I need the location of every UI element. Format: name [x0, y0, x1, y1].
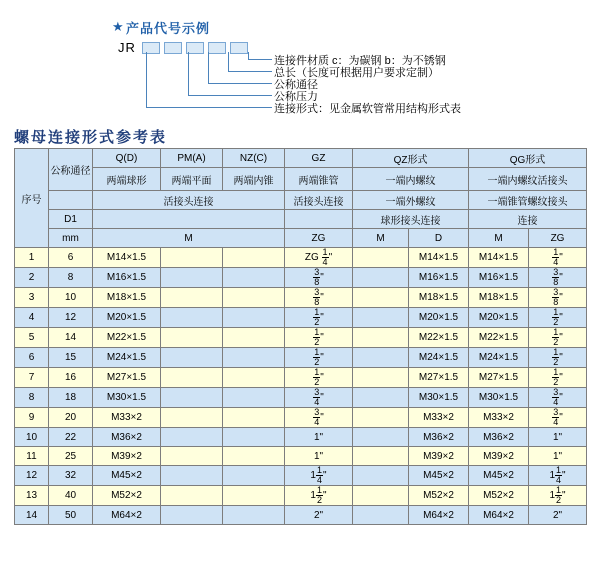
table-row: [15, 506, 587, 525]
cell-q: M30×1.5: [93, 388, 161, 408]
cell-qg-zg: 1 $\frac{1}{2}$ ": [529, 486, 587, 506]
cell-dn: 18: [49, 388, 93, 408]
cell-gz: $\frac{3}{8}$ ": [285, 288, 353, 308]
cell-nz: [223, 368, 285, 388]
cell-qg-m: M30×1.5: [469, 388, 529, 408]
cell-gz: $\frac{1}{2}$ ": [285, 368, 353, 388]
cell-nz: [223, 268, 285, 288]
cell-qz-m: [353, 348, 409, 368]
table-body: [15, 248, 587, 525]
leader-line: [146, 107, 272, 108]
cell-qg-zg: $\frac{3}{8}$ ": [529, 288, 587, 308]
cell-seq: 2: [15, 268, 49, 288]
table-row: [15, 408, 587, 428]
header-blank-gz: [285, 210, 353, 229]
cell-gz: $\frac{1}{2}$ ": [285, 328, 353, 348]
cell-q: M24×1.5: [93, 348, 161, 368]
cell-gz: $\frac{1}{2}$ ": [285, 308, 353, 328]
cell-nz: [223, 408, 285, 428]
cell-qg-zg: 1": [529, 447, 587, 466]
cell-pm: [161, 308, 223, 328]
cell-qg-zg: $\frac{1}{2}$ ": [529, 308, 587, 328]
cell-q: M39×2: [93, 447, 161, 466]
cell-q: M27×1.5: [93, 368, 161, 388]
table-row: [15, 308, 587, 328]
cell-dn: 40: [49, 486, 93, 506]
cell-qg-zg: $\frac{1}{2}$ ": [529, 328, 587, 348]
cell-qg-m: M18×1.5: [469, 288, 529, 308]
cell-seq: 6: [15, 348, 49, 368]
leader-line: [208, 83, 272, 84]
header-unit-mm: mm: [49, 229, 93, 248]
cell-seq: 12: [15, 466, 49, 486]
header-group-gz: GZ: [285, 149, 353, 168]
header-group-q: Q(D): [93, 149, 161, 168]
nut-connection-table: [14, 148, 586, 525]
cell-nz: [223, 447, 285, 466]
cell-qz-d: M52×2: [409, 486, 469, 506]
cell-qg-m: M52×2: [469, 486, 529, 506]
table-row: [15, 466, 587, 486]
diagram-note-pressure: 公称压力: [274, 91, 318, 103]
cell-qz-d: M30×1.5: [409, 388, 469, 408]
cell-pm: [161, 388, 223, 408]
cell-qz-d: M14×1.5: [409, 248, 469, 268]
cell-pm: [161, 506, 223, 525]
cell-nz: [223, 388, 285, 408]
cell-qg-m: M45×2: [469, 466, 529, 486]
cell-qg-m: M22×1.5: [469, 328, 529, 348]
cell-qz-m: [353, 408, 409, 428]
cell-seq: 10: [15, 428, 49, 447]
cell-q: M64×2: [93, 506, 161, 525]
cell-dn: 12: [49, 308, 93, 328]
cell-q: M16×1.5: [93, 268, 161, 288]
cell-qz-m: [353, 288, 409, 308]
table-row: [15, 248, 587, 268]
code-box: [142, 42, 160, 54]
cell-qg-zg: 1 $\frac{1}{4}$ ": [529, 466, 587, 486]
cell-qz-m: [353, 328, 409, 348]
header-join-qz: 一端外螺纹: [353, 191, 469, 210]
table-row: [15, 428, 587, 447]
cell-qg-m: M33×2: [469, 408, 529, 428]
cell-gz: 1": [285, 428, 353, 447]
diagram-note-material: 连接件材质 c：为碳钢 b：为不锈钢: [274, 55, 446, 67]
cell-seq: 4: [15, 308, 49, 328]
table-row: [15, 328, 587, 348]
cell-nz: [223, 348, 285, 368]
header-unit-m: M: [93, 229, 285, 248]
cell-pm: [161, 288, 223, 308]
cell-qz-d: M24×1.5: [409, 348, 469, 368]
header-dn-blank: [49, 191, 93, 210]
header-join-gz: 活接头连接: [285, 191, 353, 210]
code-box: [208, 42, 226, 54]
cell-qz-d: M39×2: [409, 447, 469, 466]
table-row: [15, 388, 587, 408]
cell-qg-m: M24×1.5: [469, 348, 529, 368]
cell-qg-zg: $\frac{1}{2}$ ": [529, 368, 587, 388]
code-boxes: [142, 42, 252, 57]
cell-qz-m: [353, 368, 409, 388]
cell-qz-d: M27×1.5: [409, 368, 469, 388]
header-unit-zg: ZG: [285, 229, 353, 248]
cell-dn: 32: [49, 466, 93, 486]
table-row: [15, 368, 587, 388]
cell-qg-m: M64×2: [469, 506, 529, 525]
cell-seq: 5: [15, 328, 49, 348]
cell-qg-zg: $\frac{1}{4}$ ": [529, 248, 587, 268]
cell-q: M52×2: [93, 486, 161, 506]
cell-qz-m: [353, 428, 409, 447]
product-code-diagram: [0, 0, 600, 128]
cell-qz-m: [353, 447, 409, 466]
cell-qg-m: M20×1.5: [469, 308, 529, 328]
cell-pm: [161, 328, 223, 348]
cell-qz-d: M33×2: [409, 408, 469, 428]
page-title: 螺母连接形式参考表: [14, 129, 168, 146]
cell-nz: [223, 308, 285, 328]
code-box: [230, 42, 248, 54]
cell-gz: $\frac{1}{2}$ ": [285, 348, 353, 368]
cell-qz-d: M20×1.5: [409, 308, 469, 328]
header-d1-qg: 连接: [469, 210, 587, 229]
cell-qz-m: [353, 248, 409, 268]
header-d1-qz: 球形接头连接: [353, 210, 469, 229]
cell-gz: 1 $\frac{1}{2}$ ": [285, 486, 353, 506]
cell-gz: 1": [285, 447, 353, 466]
cell-qg-m: M36×2: [469, 428, 529, 447]
cell-qg-m: M27×1.5: [469, 368, 529, 388]
cell-qg-m: M16×1.5: [469, 268, 529, 288]
cell-gz: 1 $\frac{1}{4}$ ": [285, 466, 353, 486]
leader-line: [228, 52, 229, 71]
header-type-qz: 一端内螺纹: [353, 168, 469, 191]
cell-nz: [223, 328, 285, 348]
cell-qg-m: M39×2: [469, 447, 529, 466]
cell-qz-d: M18×1.5: [409, 288, 469, 308]
leader-line: [188, 95, 272, 96]
cell-dn: 14: [49, 328, 93, 348]
header-type-q: 两端球形: [93, 168, 161, 191]
cell-dn: 25: [49, 447, 93, 466]
cell-pm: [161, 428, 223, 447]
cell-q: M20×1.5: [93, 308, 161, 328]
cell-q: M45×2: [93, 466, 161, 486]
table-row: [15, 288, 587, 308]
header-unit-qz-m: M: [353, 229, 409, 248]
cell-qz-m: [353, 268, 409, 288]
cell-qz-m: [353, 506, 409, 525]
cell-qz-m: [353, 308, 409, 328]
cell-gz: $\frac{3}{4}$ ": [285, 388, 353, 408]
table-header: [15, 149, 587, 248]
cell-seq: 9: [15, 408, 49, 428]
leader-line: [146, 52, 147, 107]
product-code-prefix: JR: [118, 40, 136, 55]
header-unit-qg-m: M: [469, 229, 529, 248]
diagram-note-length: 总长（长度可根据用户要求定制）: [274, 67, 439, 79]
cell-qz-d: M64×2: [409, 506, 469, 525]
cell-dn: 16: [49, 368, 93, 388]
diagram-note-connection: 连接形式：见金属软管常用结构形式表: [274, 103, 461, 115]
header-group-qg: QG形式: [469, 149, 587, 168]
cell-gz: $\frac{3}{8}$ ": [285, 268, 353, 288]
table-row: [15, 486, 587, 506]
cell-seq: 3: [15, 288, 49, 308]
table-row: [15, 268, 587, 288]
cell-pm: [161, 368, 223, 388]
leader-line: [228, 71, 272, 72]
cell-seq: 1: [15, 248, 49, 268]
header-join-qg: 一端锥管螺纹接头: [469, 191, 587, 210]
cell-q: M22×1.5: [93, 328, 161, 348]
cell-seq: 7: [15, 368, 49, 388]
cell-qg-zg: 1": [529, 428, 587, 447]
header-group-pm: PM(A): [161, 149, 223, 168]
cell-pm: [161, 348, 223, 368]
leader-line: [208, 52, 209, 83]
header-type-nz: 两端内锥: [223, 168, 285, 191]
cell-seq: 13: [15, 486, 49, 506]
cell-gz: ZG $\frac{1}{4}$ ": [285, 248, 353, 268]
table-row: [15, 348, 587, 368]
leader-line: [248, 59, 272, 60]
header-type-qg: 一端内螺纹活接头: [469, 168, 587, 191]
leader-line: [248, 52, 249, 59]
header-unit-qz-d: D: [409, 229, 469, 248]
cell-qg-zg: $\frac{1}{2}$ ": [529, 348, 587, 368]
header-type-gz: 两端锥管: [285, 168, 353, 191]
cell-gz: $\frac{3}{4}$ ": [285, 408, 353, 428]
header-d1: D1: [49, 210, 93, 229]
header-group-nz: NZ(C): [223, 149, 285, 168]
cell-nz: [223, 506, 285, 525]
cell-dn: 6: [49, 248, 93, 268]
cell-nz: [223, 466, 285, 486]
cell-qg-m: M14×1.5: [469, 248, 529, 268]
table-row: [15, 447, 587, 466]
cell-pm: [161, 408, 223, 428]
cell-pm: [161, 248, 223, 268]
diagram-title: 产品代号示例: [126, 21, 211, 36]
cell-qz-d: M45×2: [409, 466, 469, 486]
cell-dn: 50: [49, 506, 93, 525]
cell-qz-m: [353, 388, 409, 408]
code-box: [164, 42, 182, 54]
cell-qg-zg: $\frac{3}{4}$ ": [529, 408, 587, 428]
cell-seq: 14: [15, 506, 49, 525]
cell-qg-zg: 2": [529, 506, 587, 525]
cell-q: M14×1.5: [93, 248, 161, 268]
cell-seq: 8: [15, 388, 49, 408]
cell-q: M36×2: [93, 428, 161, 447]
cell-qz-m: [353, 466, 409, 486]
cell-dn: 20: [49, 408, 93, 428]
cell-qz-d: M36×2: [409, 428, 469, 447]
leader-line: [188, 52, 189, 95]
cell-qg-zg: $\frac{3}{4}$ ": [529, 388, 587, 408]
cell-dn: 15: [49, 348, 93, 368]
cell-pm: [161, 268, 223, 288]
cell-nz: [223, 248, 285, 268]
header-group-qz: QZ形式: [353, 149, 469, 168]
cell-pm: [161, 466, 223, 486]
star-icon: ★: [112, 19, 124, 34]
cell-nz: [223, 288, 285, 308]
cell-qz-d: M22×1.5: [409, 328, 469, 348]
cell-dn: 22: [49, 428, 93, 447]
header-join-left: 活接头连接: [93, 191, 285, 210]
cell-q: M18×1.5: [93, 288, 161, 308]
header-seq: 序号: [15, 149, 49, 248]
header-unit-qg-zg: ZG: [529, 229, 587, 248]
cell-qg-zg: $\frac{3}{8}$ ": [529, 268, 587, 288]
cell-qz-d: M16×1.5: [409, 268, 469, 288]
diagram-note-dn: 公称通径: [274, 79, 318, 91]
cell-seq: 11: [15, 447, 49, 466]
cell-q: M33×2: [93, 408, 161, 428]
cell-qz-m: [353, 486, 409, 506]
cell-gz: 2": [285, 506, 353, 525]
header-blank-left: [93, 210, 285, 229]
cell-nz: [223, 486, 285, 506]
header-type-pm: 两端平面: [161, 168, 223, 191]
cell-pm: [161, 486, 223, 506]
header-dn: 公称通径: [49, 149, 93, 191]
cell-dn: 10: [49, 288, 93, 308]
cell-dn: 8: [49, 268, 93, 288]
cell-nz: [223, 428, 285, 447]
cell-pm: [161, 447, 223, 466]
